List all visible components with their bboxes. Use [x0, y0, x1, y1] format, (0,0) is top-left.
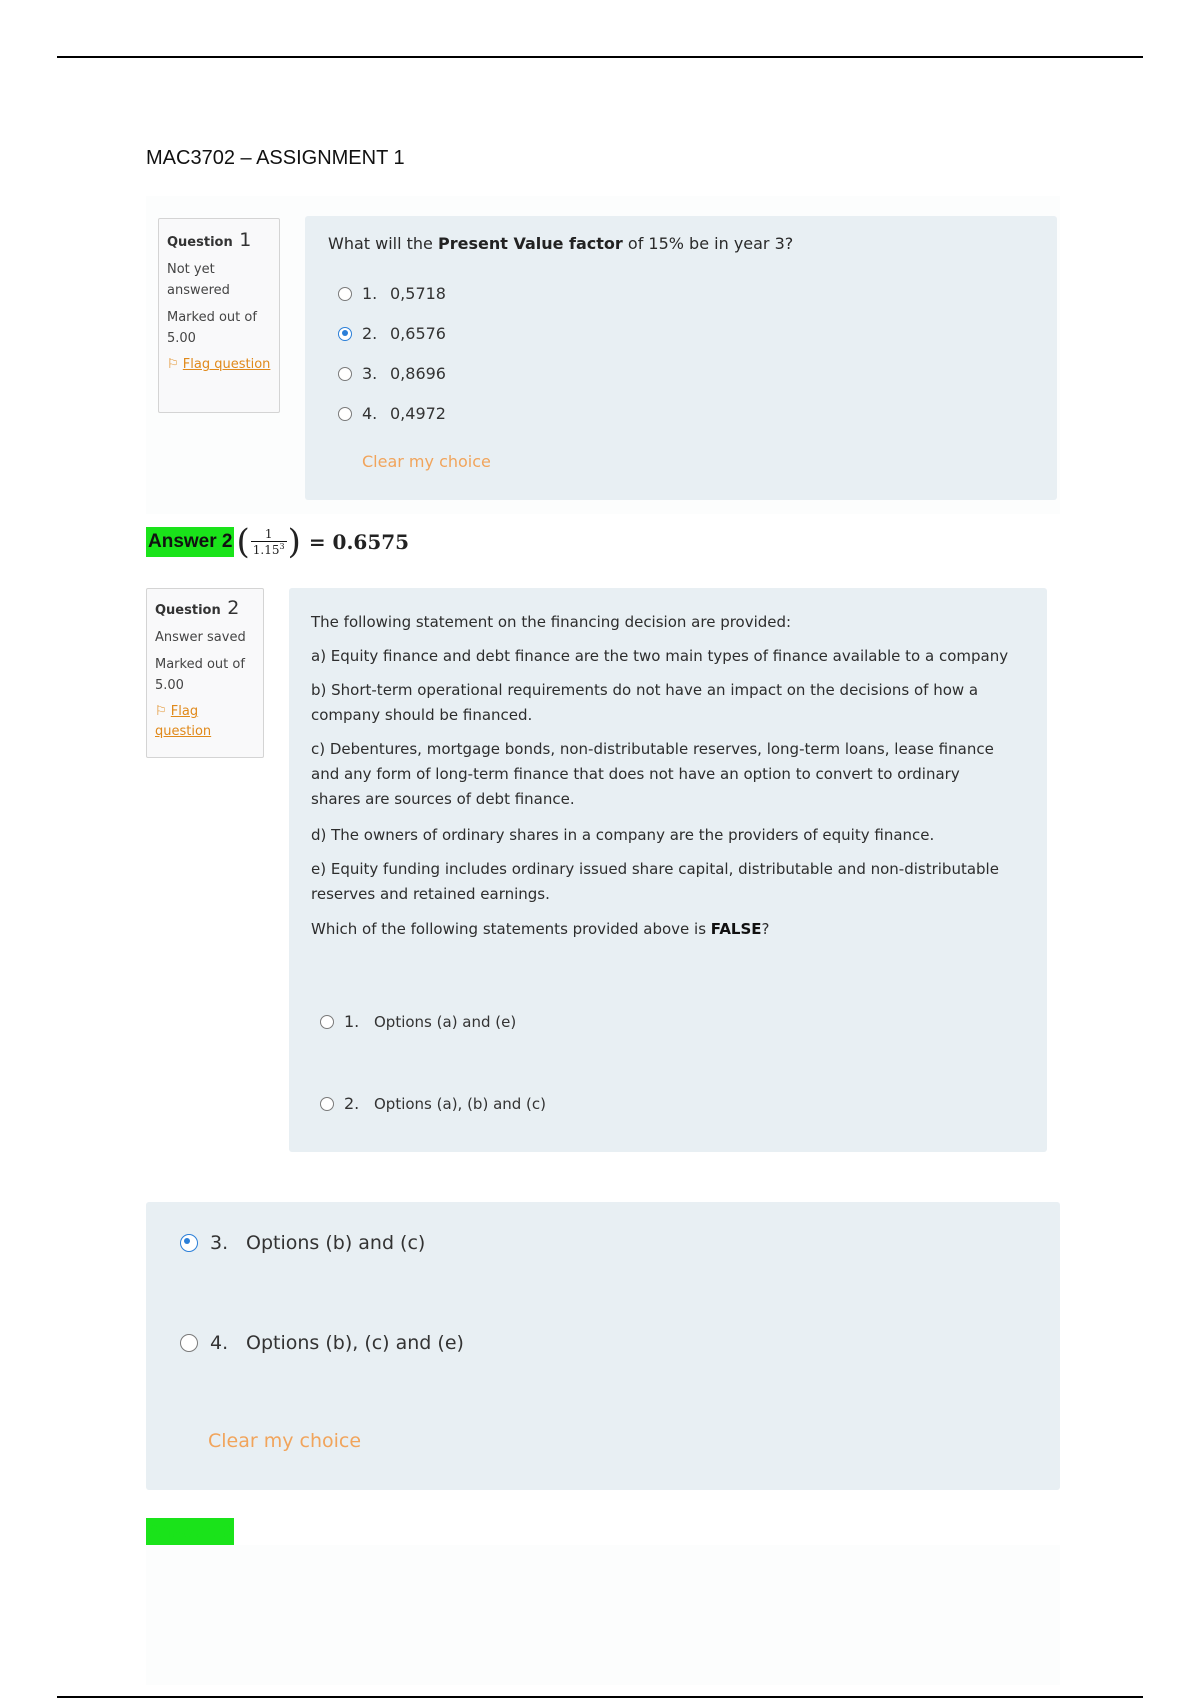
- statement-d: d) The owners of ordinary shares in a company are the providers of equity finance.: [311, 826, 935, 844]
- question-number: Question 1: [167, 229, 252, 251]
- radio-button[interactable]: [338, 287, 352, 301]
- radio-button[interactable]: [320, 1015, 334, 1029]
- question-number: Question 2: [155, 597, 240, 619]
- flag-question-link[interactable]: ⚐ Flag question: [167, 357, 271, 372]
- question2-option-3[interactable]: 3. Options (b) and (c): [180, 1232, 425, 1254]
- question1-option-3[interactable]: 3. 0,8696: [338, 364, 446, 383]
- question-status: Answer saved: [155, 630, 246, 645]
- answer1: [146, 522, 409, 562]
- radio-button[interactable]: [338, 327, 352, 341]
- question2-panel: [289, 588, 1047, 1152]
- question-marks: Marked out of 5.00: [155, 657, 245, 693]
- statement-c: c) Debentures, mortgage bonds, non-distributable reserves, long-term loans, lease finance and any form of long-term finance that does not have an option to convert to ordinary shares are sources of debt finance.: [311, 740, 994, 808]
- statement-e: e) Equity funding includes ordinary issued share capital, distributable and non-distributable reserves and retained earnings.: [311, 860, 999, 903]
- question2-panel-continued: [146, 1202, 1060, 1490]
- option-label: 0,8696: [390, 364, 446, 383]
- question2-option-1[interactable]: 1. Options (a) and (e): [320, 1012, 516, 1031]
- question1-option-2[interactable]: 2. 0,6576: [338, 324, 446, 343]
- header-rule: [57, 56, 1143, 58]
- option-label: Options (b), (c) and (e): [246, 1332, 464, 1354]
- answer2-label: Answer: 3: [146, 1518, 234, 1546]
- question2-intro: The following statement on the financing decision are provided:: [311, 613, 792, 631]
- answer1-label: Answer 2: [146, 527, 234, 557]
- question1-option-1[interactable]: 1. 0,5718: [338, 284, 446, 303]
- statement-b: b) Short-term operational requirements do not have an impact on the decisions of how a company should be financed.: [311, 681, 979, 724]
- radio-button[interactable]: [320, 1097, 334, 1111]
- document-title: MAC3702 – ASSIGNMENT 1: [146, 147, 405, 169]
- option-label: Options (a) and (e): [374, 1012, 517, 1031]
- question1-option-4[interactable]: 4. 0,4972: [338, 404, 446, 423]
- question2-prompt: Which of the following statements provided above is FALSE?: [311, 920, 770, 938]
- radio-button[interactable]: [338, 367, 352, 381]
- radio-button[interactable]: [180, 1234, 198, 1252]
- bottom-screenshot-area: [146, 1545, 1060, 1685]
- radio-button[interactable]: [338, 407, 352, 421]
- option-label: Options (a), (b) and (c): [374, 1094, 547, 1113]
- question1-info: [158, 218, 280, 413]
- clear-choice-link[interactable]: Clear my choice: [362, 452, 491, 471]
- question1-text: What will the Present Value factor of 15% be in year 3?: [328, 234, 794, 253]
- flag-icon: ⚐: [155, 704, 167, 719]
- question-status: Not yet answered: [167, 262, 230, 298]
- clear-choice-link[interactable]: Clear my choice: [208, 1430, 362, 1452]
- flag-question-link[interactable]: ⚐ Flag question: [155, 704, 212, 739]
- option-label: 0,6576: [390, 324, 446, 343]
- flag-icon: ⚐: [167, 357, 179, 372]
- answer1-formula: ( $\frac{1}{1.15^3}$ ) = 0.6575: [236, 522, 410, 562]
- question1-panel: [305, 216, 1057, 500]
- question-marks: Marked out of 5.00: [167, 310, 257, 346]
- statement-a: a) Equity finance and debt finance are the two main types of finance available to a company: [311, 647, 1009, 665]
- option-label: Options (b) and (c): [246, 1232, 426, 1254]
- question2-option-2[interactable]: 2. Options (a), (b) and (c): [320, 1094, 546, 1113]
- option-label: 0,5718: [390, 284, 446, 303]
- option-label: 0,4972: [390, 404, 446, 423]
- question2-option-4[interactable]: 4. Options (b), (c) and (e): [180, 1332, 464, 1354]
- footer-rule: [57, 1696, 1143, 1698]
- question2-info: [146, 588, 264, 758]
- radio-button[interactable]: [180, 1334, 198, 1352]
